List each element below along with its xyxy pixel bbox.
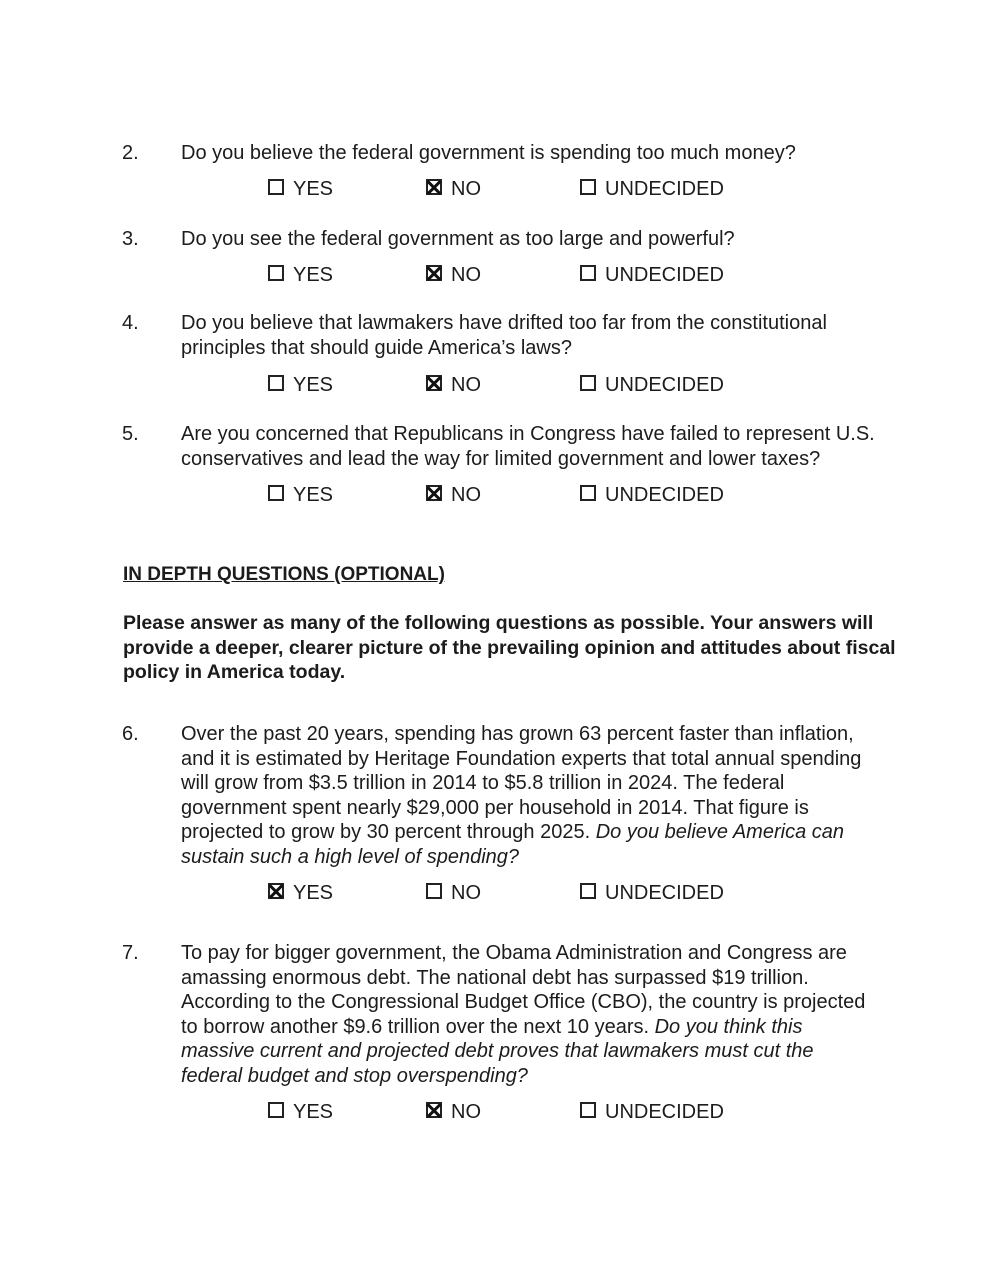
question-text: Do you believe the federal government is spending too much money? — [181, 142, 796, 164]
question-text: Are you concerned that Republicans in Congress have failed to represent U.S. conservatives and lead the way for limited government and lower taxes? — [181, 423, 875, 470]
checkbox-yes[interactable] — [268, 265, 284, 281]
answer-options — [0, 880, 990, 908]
checkbox-undecided[interactable] — [580, 485, 596, 501]
question-number: 5. — [122, 423, 139, 445]
checkbox-undecided[interactable] — [580, 375, 596, 391]
checkbox-undecided[interactable] — [580, 883, 596, 899]
checkbox-yes[interactable] — [268, 375, 284, 391]
option-yes[interactable]: YES — [268, 372, 333, 398]
answer-options — [0, 372, 990, 400]
checkbox-undecided[interactable] — [580, 1102, 596, 1118]
checkbox-no-checked[interactable] — [426, 179, 442, 195]
option-no[interactable]: NO — [426, 880, 481, 906]
question-text: Over the past 20 years, spending has grown 63 percent faster than inflation, and it is estimated by Heritage Foundation experts that total annual spending will grow from $3.5 trillion in 2014 to $5.8 trillion in 2024. The federal government spent nearly $29,000 per household in 2014. That figure is projected to grow by 30 percent through 2025. Do you believe America can sustain such a high level of spending? — [181, 723, 862, 868]
option-no[interactable]: NO — [426, 1099, 481, 1125]
question-number: 7. — [122, 942, 139, 964]
checkbox-yes[interactable] — [268, 179, 284, 195]
answer-options — [0, 176, 990, 204]
option-yes[interactable]: YES — [268, 262, 333, 288]
answer-options — [0, 1099, 990, 1127]
checkbox-yes[interactable] — [268, 1102, 284, 1118]
question-number: 4. — [122, 312, 139, 334]
checkbox-no-checked[interactable] — [426, 375, 442, 391]
question-number: 3. — [122, 228, 139, 250]
option-yes[interactable]: YES — [268, 482, 333, 508]
checkbox-undecided[interactable] — [580, 265, 596, 281]
option-no[interactable]: NO — [426, 372, 481, 398]
option-undecided[interactable]: UNDECIDED — [580, 1099, 724, 1125]
option-no[interactable]: NO — [426, 482, 481, 508]
option-undecided[interactable]: UNDECIDED — [580, 880, 724, 906]
checkbox-no-checked[interactable] — [426, 265, 442, 281]
question-text: Do you see the federal government as too large and powerful? — [181, 228, 735, 250]
checkbox-no[interactable] — [426, 883, 442, 899]
checkbox-no-checked[interactable] — [426, 485, 442, 501]
option-yes[interactable]: YES — [268, 1099, 333, 1125]
option-undecided[interactable]: UNDECIDED — [580, 372, 724, 398]
question-number: 6. — [122, 723, 139, 745]
section-instructions: Please answer as many of the following questions as possible. Your answers will provide a deeper, clearer picture of the prevailing opinion and attitudes about fiscal policy in America today. — [123, 612, 896, 683]
option-undecided[interactable]: UNDECIDED — [580, 482, 724, 508]
option-yes[interactable]: YES — [268, 176, 333, 202]
checkbox-undecided[interactable] — [580, 179, 596, 195]
checkbox-yes-checked[interactable] — [268, 883, 284, 899]
question-text: Do you believe that lawmakers have drifted too far from the constitutional principles that should guide America’s laws? — [181, 312, 827, 359]
question-number: 2. — [122, 142, 139, 164]
option-undecided[interactable]: UNDECIDED — [580, 176, 724, 202]
question-text: To pay for bigger government, the Obama Administration and Congress are amassing enormous debt. The national debt has surpassed $19 trillion. According to the Congressional Budget Office (CBO), the country is projected to borrow another $9.6 trillion over the next 10 years. Do you think this massive current and projected debt proves that lawmakers must cut the federal budget and stop overspending? — [181, 942, 866, 1087]
section-heading: IN DEPTH QUESTIONS (OPTIONAL) — [123, 564, 445, 585]
checkbox-yes[interactable] — [268, 485, 284, 501]
option-no[interactable]: NO — [426, 176, 481, 202]
answer-options — [0, 482, 990, 510]
option-yes[interactable]: YES — [268, 880, 333, 906]
option-undecided[interactable]: UNDECIDED — [580, 262, 724, 288]
checkbox-no-checked[interactable] — [426, 1102, 442, 1118]
answer-options — [0, 262, 990, 290]
option-no[interactable]: NO — [426, 262, 481, 288]
